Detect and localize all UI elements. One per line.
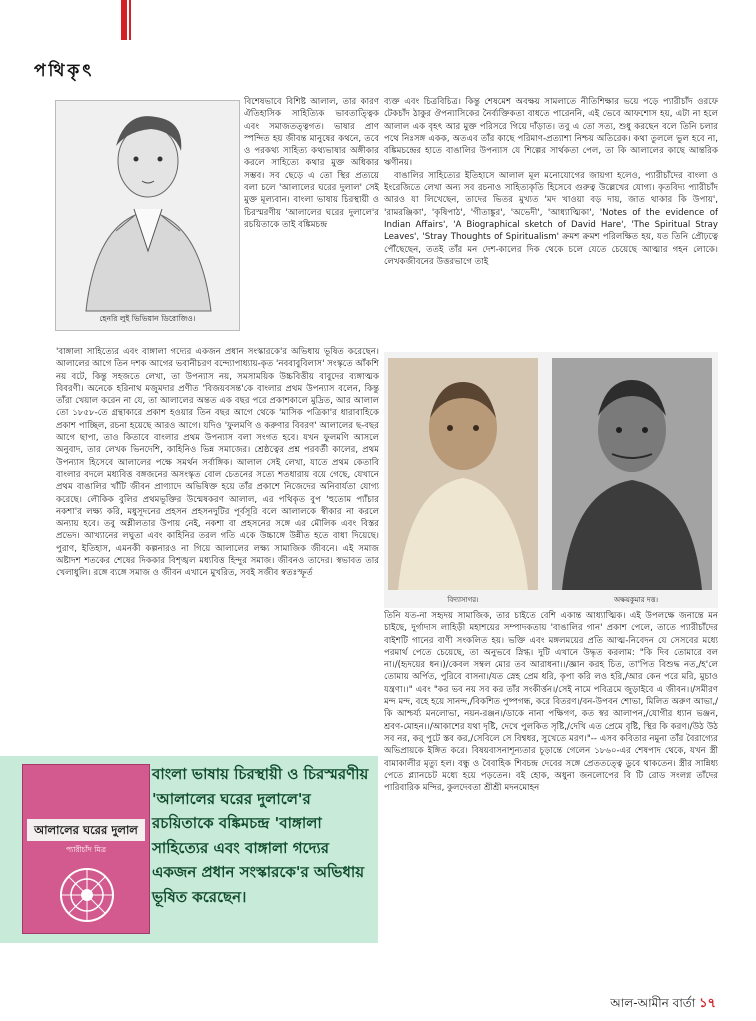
book-emblem-icon bbox=[57, 865, 117, 925]
publication-name: আল-আমীন বার্তা bbox=[610, 996, 696, 1010]
book-cover bbox=[22, 764, 150, 934]
text-column-right-bottom bbox=[384, 610, 718, 948]
page-number: ১৭ bbox=[699, 996, 716, 1011]
paragraph: তিনি যত-না সহৃদয় সামাজিক, তার চাইতে বেশি একান্ত আধ্যাত্মিক। এই উপলক্ষে জনান্তে মন চাইছে, দুর্গাদাস লাহিড়ী মহাশয়ের সম্পাদকতায় 'বাঙালির গান' প্রকাশ পেলে, তাতে প্যারীচাঁদের বাইশটি গানের বাণী সংকলিত হয়। ভক্তি এবং মঙ্গলময়ের প্রতি আত্ম-নিবেদন যে সেসবের মধ্যে পরমার্থ পেতে চেয়েছে, তা অনুভবে স্নিগ্ধ। দুটি এখানে উদ্ধৃত করলাম: "কি দিব তোমারে বল না।/(হৃদয়ের ধন।)/কেবল সম্বল মোর তব আরাধনা।।/জ্ঞান করহ চিত, তা'পিত বিশুদ্ধ নত,/হ'লে তোমায় অর্পিত, পুরিবে বাসনা।/যত স্নেহ প্রেম ধরি, কৃপা করি লও হরি,/আর কেন পরে মরি, মুচাও যন্ত্রণা।।" এবং "কর ভব নয় সব কর তাঁর সংকীর্ত্তন।/সেই নামে পবিত্রমে জুড়াইবে এ জীবন।।/সমীরণ মন্দ মন্দ, বহে হয়ে সানন্দ,/বিকশিত পুষ্পগন্ধ, করে বিতরণ।/বন-উপবন শোভা, মিলিত অরুণ আভা,/কি আশ্চর্য্য মনলোভা, নয়ন-রঞ্জন।/ডাকে নানা পক্ষিগণ, কত স্বর আলাপন,/যোগীর ধ্যান ভঞ্জন, শ্রবণ-মোহন।।/আকাশের যথা দৃষ্টি, দেখে পুলকিত সৃষ্টি,/দেখি এত প্রেমে বৃষ্টি, স্থির কি করণ।/উঠ উঠ সব নর, কর্ পুটে স্তব কর,/সেবিলে সে বিশ্বধর, সুখেতে মরণ।"-- এসব কবিতার নমুনা তাঁর বৈরাগ্যের অভিপ্রায়কে ইঙ্গিত করে। বিষয়বাসনাশূন্যতার চূড়ান্তে গেলেন ১৮৬০-এর শেষপাদ থেকে, যখন স্ত্রী বামাকালীর মৃত্যু হল। বন্ধু ও বৈবাহিক শিবচন্দ্র দেবের সঙ্গে প্রেততত্ত্বে ডুবে থাকতেন। স্ত্রীর সান্নিধ্য পেতে প্ল্যানচেট মধ্যে হয়ে পড়তেন। বই হোক, অধুনা জনলোপের বি টি রোড সংলগ্ন তাঁদের পারিবারিক মন্দির, কুলদেবতা শ্রীশ্রী মদনমোহন bbox=[384, 611, 718, 794]
page-footer bbox=[610, 994, 716, 1015]
portrait-akshay-icon bbox=[552, 358, 712, 590]
header-red-bar bbox=[121, 0, 127, 40]
paragraph: বিশেষভাবে বিশিষ্ট আলাল, তার কারণ ঐতিহাসিক সাহিত্যিক ভাবতাত্ত্বিক এবং সমাজতত্ত্বগত। ভাষার প্রাণ স্পন্দিত হয় জীবন্ত মানুষের কথনে, তবে ও পরকথ্য সাহিত্য কথ্যভাষার অঙ্গীকার করলে সাহিত্যে কথার মুক্ত অধিকার সম্ভব। সব ছেড়ে এ তো স্থির প্রত্যয়ে বলা চলে 'আলালের ঘরের দুলাল' সেই মুক্ত মূল্যবান। বাংলা ভাষায় চিরস্থায়ী ও চিরস্মরণীয় 'আলালের ঘরের দুলালে'র রচয়িতাকে তাই বঙ্কিমচন্দ্র bbox=[244, 97, 379, 230]
photo-vidyasagar bbox=[388, 358, 538, 590]
paragraph: বাঙালির সাহিত্যের ইতিহাসে আলাল মূল মনোযোগের জায়গা হলেও, প্যারীচাঁদের বাংলা ও ইংরেজিতে লেখা অন্য সব রচনাও সাহিত্যকৃতি হিসেবে গুরুত্ব উল্লেখের যোগ্য। কৃতবিদ্য প্যারীচাঁদ আরও যা লিখেছেন, তাদের ভিতর মুখ্যত 'মদ খাওয়া বড় দায়, জাত থাকার কি উপায়', 'রামরঞ্জিকা', 'কৃষিপাঠ', 'গীতাঙ্কুর', 'অভেদী', 'আধ্যাত্মিকা', 'Notes of the evidence of Indian Affairs', 'A Biographical sketch of David Hare', 'The Spiritual Stray Leaves', 'Stray Thoughts of Spiritualism' ক্রমশ ক্রমশ পরিলক্ষিত হয়, যত তিনি প্রৌঢ়ত্বে পৌঁছেছেন, ততই তাঁর মন দেশ-কালের দিক থেকে চলে যেতে চেয়েছে আত্মার গহন লোকে। লেখকজীবনের উত্তরভাগে তাই bbox=[384, 170, 718, 267]
portrait-sketch-icon bbox=[56, 101, 240, 331]
photo-pair bbox=[384, 352, 718, 608]
promo-quote: বাংলা ভাষায় চিরস্থায়ী ও চিরস্মরণীয় 'আলালের ঘরের দুলালে'র রচয়িতাকে বঙ্কিমচন্দ্র 'বাঙ্গালা সাহিত্যের এবং বাঙ্গালা গদ্যের একজন প্রধান সংস্কারকে'র অভিধায় ভূষিত করেছেন। bbox=[152, 765, 369, 906]
book-author: প্যারীচাঁদ মিত্র bbox=[65, 845, 107, 854]
text-column-left bbox=[56, 346, 379, 754]
photo-right-caption: অক্ষয়কুমার দত্ত। bbox=[614, 596, 658, 604]
photo-left-caption: বিদ্যাসাগর। bbox=[447, 596, 479, 604]
paragraph: 'বাঙ্গালা সাহিত্যের এবং বাঙ্গালা গদ্যের একজন প্রধান সংস্কারকে'র অভিধায় ভূষিত করেছেন। আলালের আগে তিন দশক আগের ভবানীচরণ বন্দ্যোপাধ্যায়-কৃত 'নববাবুবিলাস' সংস্কৃতে আঁকশি নয় বটে, কিন্তু সহজতে লেখা, তা উপন্যাস নয়, সমসাময়িক উচ্চবিত্তীয় বাবুদের ব্যঙ্গাত্মক বিবরণী। অনেকে হরিনাথ মজুমদার প্রণীত 'বিজয়বসন্ত'কে বাংলার প্রথম উপন্যাস বলেন, কিন্তু তাঁরা খেয়াল করেন না যে, তা আলালের অন্তত এক বছর পরে প্রকাশকালে মুদ্রিত, আর আলাল তো ১৮৫৮-তে গ্রন্থাকারে প্রকাশ হওয়ার তিন বছর আগে থেকে 'মাসিক পত্রিকা'র ধারাবাহিকে প্রকাশ পাচ্ছিল, রচনা হয়েছে আরও আগে। যদিও 'ফুলমণি ও করুণার বিবরণ' আলালের ছ-বছর আগে ছাপা, তাও কিতাবে বাংলার প্রথম উপন্যাস বলা সংগত হবে। যখন ফুলমণি আসলে অনুবাদ, তার লেখক ভিনদেশি, কাহিনিও ভিন্ন সমাজের। শ্রেষ্ঠত্বের প্রশ্ন পরবর্তী কালের, প্রথম উপন্যাস হিসেবে আলালের পক্ষে সমর্থন সর্বাঙ্গিক। আলাল সেই লেখা, যাতে প্রথম কেতাবি বাংলার বদলে মধ্যবিত্ত বঙ্গজনের অসংস্কৃত বোল চেতনের সত্যে শতধারায় বয়ে গেছে, যেখানে প্রথম বাঙালির খাঁটি জীবন প্রাণ্যাদে অভিষিক্ত হয়ে তাঁর প্রকাশে নিজেদের অনিবার্যতা যোগ্য করেছে। লৌকিক বুলির প্রথমভূক্তির উন্মেষকরণ আলাল, এর পথিকৃত বুপ 'হুতোম প্যাঁচার নকশা'র লক্ষ্য করি, মধুসূদনের প্রহসন প্রহসনদুটির পূর্বসূরি বলে আলালকে স্বীকার না করলে অন্যায় হবে। তবু অশ্লীলতার উপায় নেই, নকশা বা প্রহসনের সঙ্গে এর মৌলিক এবং বিস্তর প্রভেদ। আখ্যানের লঘুতা এবং কাহিনির তরল গতি একে উচ্চাঙ্গে উন্নীত হতে বাধা দিয়েছে। পুরাণ, ইতিহাস, এমনকী কল্পনারও না গিয়ে আলালের লক্ষ্য সামাজিক জীবনে। এই সমাজ অষ্টাদশ শতকের শেষের দিককার বিশৃঙ্খল মধ্যবিত্ত হিন্দুর সমাজ। জীবনও তাদের। স্বভাবত তার খেলাধুলি। রঙ্গে ব্যঙ্গে সমাজ ও জীবন এখানে মুখরিত, সবই সজীব স্বতঃস্ফূর্ত bbox=[56, 347, 379, 579]
portrait-caption: হেনরি লুই ভিভিয়ান ডিরোজিও। bbox=[99, 314, 196, 323]
text-column-narrow bbox=[244, 96, 379, 346]
photo-akshay-kumar-dutta bbox=[552, 358, 712, 590]
book-title: আলালের ঘরের দুলাল bbox=[27, 819, 145, 841]
portrait-derozio bbox=[55, 100, 240, 331]
section-title: পথিকৃৎ bbox=[34, 61, 95, 81]
header-red-bar-thin bbox=[129, 0, 131, 40]
portrait-vidyasagar-icon bbox=[388, 358, 538, 590]
text-column-right-top bbox=[384, 96, 718, 352]
paragraph: ব্যক্ত এবং চিত্রবিচিত্র। কিন্তু শেষমেশ অবক্ষয় সামলাতে নীতিশিক্ষার ভয়ে পড়ে প্যারীচাঁদ ওরফে টেকচাঁদ ঠাকুর ঔপন্যাসিকের নৈর্ব্যক্তিকতা বাধতে পারেননি, এই ভেবে আফশোস হয়, এটা না হলে আলাল এক বৃহৎ আর মুক্ত পরিসরে গিয়ে দাঁড়াত। তবু এ তো সত্য, শুধু করছেন বলে তিনি চলার পথে নিঃসঙ্গ একক, অতএব তাঁর কাছে পরিমাণ-প্রত্যাশা নিশ্চয় অতিরেক। কথা তুললে ভুল হবে না, বঙ্কিমচন্দ্রের হাতে বাঙালির উপন্যাস যে শিল্পের সার্থকতা পেল, তা কি আলালের কাছে আন্তরিক ঋণীনয়। bbox=[384, 97, 718, 169]
